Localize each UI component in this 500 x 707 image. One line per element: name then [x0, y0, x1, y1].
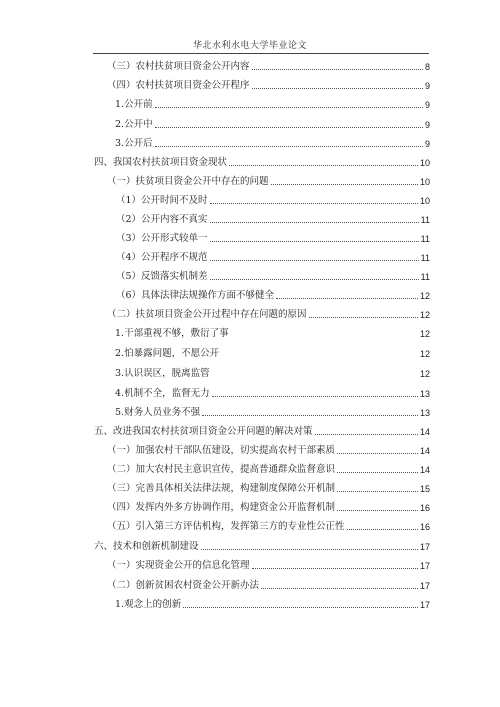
toc-entry-label: （一）加强农村干部队伍建设，切实提高农村干部素质	[107, 445, 336, 456]
dot-leader	[210, 222, 419, 223]
toc-entry-label: （三）完善具体相关法律法规，构建制度保障公开机制	[107, 483, 336, 494]
toc-entry-page-number: 12	[419, 349, 430, 359]
toc-entry-label: 1.观念上的创新	[115, 599, 182, 610]
toc-entry[interactable]	[115, 326, 430, 340]
toc-entry-page-number: 9	[424, 100, 430, 110]
toc-entry-page-number: 10	[419, 177, 430, 187]
toc-entry-label: 3.认识误区，脱离监管	[115, 368, 210, 379]
toc-entry-page-number: 12	[419, 291, 430, 301]
toc-entry-label: （四）发挥内外多方协调作用，构建资金公开监督机制	[107, 502, 336, 513]
toc-entry[interactable]	[116, 212, 430, 226]
toc-entry-page-number: 9	[424, 120, 430, 130]
toc-entry[interactable]	[107, 443, 430, 457]
toc-entry-label: 1.公开前	[115, 99, 153, 110]
toc-entry-page-number: 9	[424, 139, 430, 149]
toc-entry-label: 四、我国农村扶贫项目资金现状	[94, 157, 228, 168]
toc-entry-page-number: 12	[419, 329, 430, 339]
toc-entry-label: （四）农村扶贫项目资金公开程序	[107, 80, 250, 91]
toc-entry[interactable]	[115, 117, 430, 131]
toc-entry-label: （二）加大农村民主意识宣传，提高普通群众监督意识	[107, 464, 336, 475]
toc-entry[interactable]	[107, 462, 430, 476]
toc-entry-page-number: 17	[419, 561, 430, 571]
toc-entry-label: 3.公开后	[115, 138, 153, 149]
dot-leader	[309, 317, 418, 318]
toc-entry-page-number: 8	[424, 62, 430, 72]
toc-entry-label: （1）公开时间不及时	[116, 195, 208, 206]
dot-leader	[210, 260, 419, 261]
toc-entry-page-number: 11	[420, 234, 430, 244]
toc-entry-page-number: 13	[419, 389, 430, 399]
dot-leader	[210, 203, 418, 204]
toc-entry[interactable]	[107, 519, 430, 533]
toc-entry[interactable]	[115, 346, 430, 360]
toc-entry[interactable]	[107, 481, 430, 495]
toc-entry-page-number: 17	[419, 542, 430, 552]
toc-entry-page-number: 17	[419, 600, 430, 610]
toc-entry[interactable]	[94, 424, 430, 438]
toc-entry[interactable]	[116, 231, 430, 245]
toc-entry-label: 1.干部重视不够，敷衍了事	[115, 328, 229, 339]
toc-entry[interactable]	[116, 288, 430, 302]
dot-leader	[155, 107, 423, 108]
toc-entry-label: （6）具体法律法规操作方面不够健全	[116, 290, 275, 301]
toc-entry-label: （五）引入第三方评估机构，发挥第三方的专业性公正性	[107, 521, 345, 532]
dot-leader	[252, 88, 423, 89]
dot-leader	[337, 453, 418, 454]
dot-leader	[202, 415, 418, 416]
dot-leader	[201, 549, 418, 550]
dot-leader	[261, 588, 418, 589]
dot-leader	[229, 165, 418, 166]
toc-entry-label: 2.公开中	[115, 119, 153, 130]
toc-entry[interactable]	[115, 366, 430, 380]
toc-entry-label: （5）反馈落实机制差	[116, 271, 208, 282]
dot-leader	[155, 146, 423, 147]
toc-entry[interactable]	[115, 136, 430, 150]
dot-leader	[315, 434, 418, 435]
toc-entry-label: 4.机制不全，监督无力	[115, 388, 210, 399]
toc-entry[interactable]	[107, 307, 430, 321]
dot-leader	[337, 472, 418, 473]
toc-entry[interactable]	[116, 250, 430, 264]
header-divider	[93, 53, 429, 54]
toc-entry[interactable]	[116, 269, 430, 283]
toc-entry[interactable]	[107, 500, 430, 514]
toc-entry-page-number: 10	[419, 196, 430, 206]
dot-leader	[155, 127, 423, 128]
toc-entry-page-number: 14	[419, 446, 430, 456]
toc-entry[interactable]	[94, 539, 430, 553]
toc-entry[interactable]	[107, 59, 430, 73]
toc-entry-label: （一）实现资金公开的信息化管理	[107, 560, 250, 571]
toc-entry-page-number: 14	[419, 465, 430, 475]
toc-entry-label: 六、技术和创新机制建设	[94, 541, 199, 552]
toc-entry-page-number: 16	[419, 503, 430, 513]
toc-entry-label: 五、改进我国农村扶贫项目资金公开问题的解决对策	[94, 426, 313, 437]
dot-leader	[210, 241, 419, 242]
dot-leader	[252, 568, 418, 569]
toc-entry[interactable]	[94, 155, 430, 169]
toc-entry[interactable]	[115, 386, 430, 400]
dot-leader	[252, 69, 423, 70]
dot-leader	[183, 607, 418, 608]
toc-entry-page-number: 15	[419, 484, 430, 494]
toc-entry-page-number: 14	[419, 427, 430, 437]
toc-entry-page-number: 16	[419, 522, 430, 532]
dot-leader	[347, 529, 418, 530]
toc-entry-page-number: 13	[419, 408, 430, 418]
dot-leader	[210, 279, 419, 280]
toc-entry-page-number: 12	[419, 310, 430, 320]
dot-leader	[276, 298, 418, 299]
dot-leader	[337, 491, 418, 492]
toc-entry[interactable]	[107, 558, 430, 572]
toc-entry-label: （4）公开程序不规范	[116, 252, 208, 263]
dot-leader	[337, 510, 418, 511]
toc-entry-page-number: 17	[419, 581, 430, 591]
toc-entry-page-number: 11	[420, 253, 430, 263]
toc-entry[interactable]	[116, 193, 430, 207]
dot-leader	[212, 396, 418, 397]
toc-entry[interactable]	[107, 578, 430, 592]
toc-entry-label: （三）农村扶贫项目资金公开内容	[107, 61, 250, 72]
toc-entry[interactable]	[115, 97, 430, 111]
toc-entry-page-number: 11	[420, 215, 430, 225]
toc-entry[interactable]	[107, 78, 430, 92]
page-header-title: 华北水利水电大学毕业论文	[192, 41, 307, 51]
toc-entry-label: （3）公开形式较单一	[116, 233, 208, 244]
toc-entry[interactable]	[115, 597, 430, 611]
toc-entry-label: （2）公开内容不真实	[116, 214, 208, 225]
toc-entry[interactable]	[107, 174, 430, 188]
toc-entry-label: 5.财务人员业务不强	[115, 407, 201, 418]
toc-entry-label: 2.怕暴露问题，不愿公开	[115, 348, 220, 359]
toc-entry[interactable]	[115, 405, 430, 419]
toc-entry-label: （一）扶贫项目资金公开中存在的问题	[107, 176, 269, 187]
toc-entry-label: （二）扶贫项目资金公开过程中存在问题的原因	[107, 309, 307, 320]
toc-entry-page-number: 10	[419, 158, 430, 168]
toc-entry-page-number: 12	[419, 369, 430, 379]
toc-entry-page-number: 11	[420, 272, 430, 282]
dot-leader	[271, 184, 418, 185]
toc-entry-label: （二）创新贫困农村资金公开新办法	[107, 580, 260, 591]
toc-entry-page-number: 9	[424, 81, 430, 91]
